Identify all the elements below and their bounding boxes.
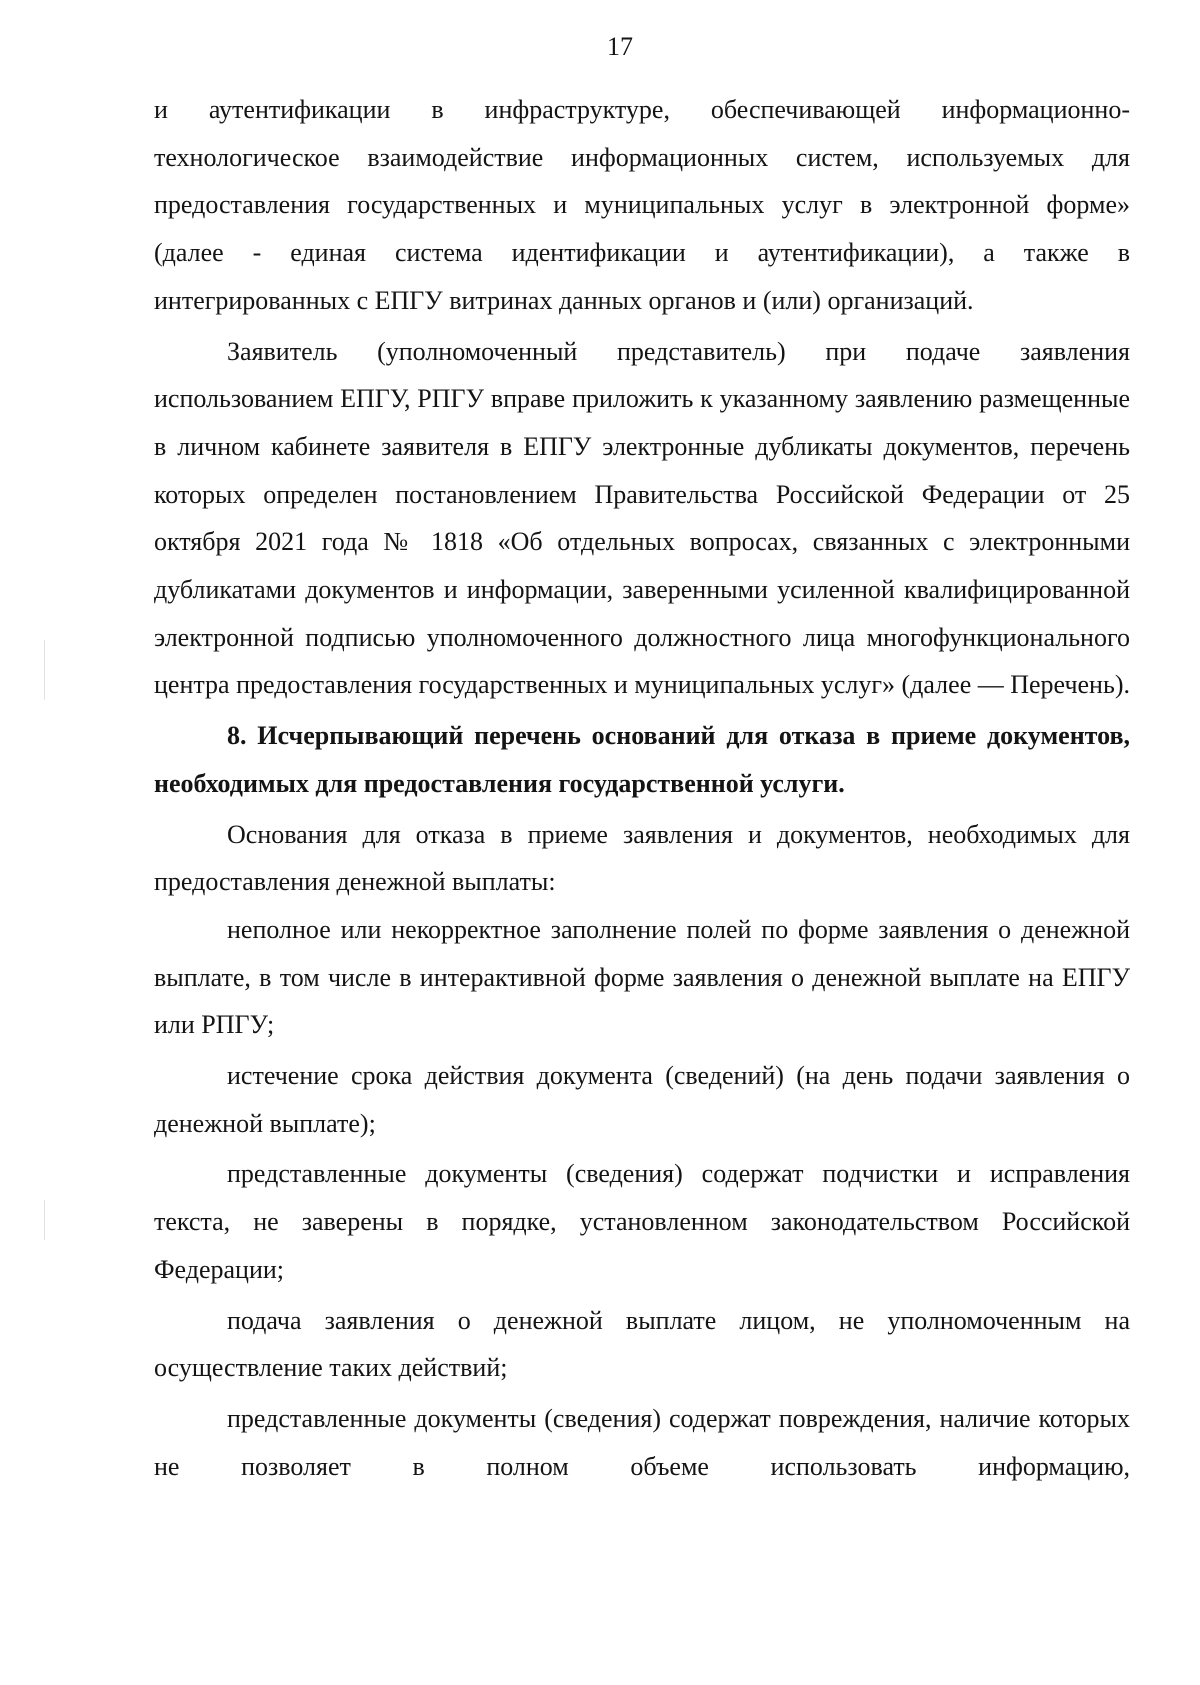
paragraph-continuation: и аутентификации в инфраструктуре, обеспечивающей информационно-технологическое взаимодействие информационных систем, используемых для предоставления государственных и муниципальных услуг в электронной форме» (далее - единая система идентификации и аутентификации), а также в интегрированных с ЕПГУ витринах данных органов и (или) организаций. [154,95,1130,315]
list-item-unauthorized-person: подача заявления о денежной выплате лицом, не уполномоченным на осуществление таких действий; [154,1305,1130,1383]
document-body [154,86,1130,1490]
paragraph-applicant-duplicates: Заявитель (уполномоченный представитель) при подаче заявления использованием ЕПГУ, РПГУ вправе приложить к указанному заявлению размещенные в личном кабинете заявителя в ЕПГУ электронные дубликаты документов, перечень которых определен постановлением Правительства Российской Федерации от 25 октября 2021 года № 1818 «Об отдельных вопросах, связанных с электронными дубликатами документов и информации, заверенными усиленной квалифицированной электронной подписью уполномоченного должностного лица многофункционального центра предоставления государственных и муниципальных услуг» (далее — Перечень). [154,336,1130,700]
scan-artifact [44,1200,45,1240]
list-item-incomplete-form: неполное или некорректное заполнение полей по форме заявления о денежной выплате, в том числе в интерактивной форме заявления о денежной выплате на ЕПГУ или РПГУ; [154,914,1130,1040]
list-item-corrections: представленные документы (сведения) содержат подчистки и исправления текста, не заверены в порядке, установленном законодательством Российской Федерации; [154,1159,1130,1284]
list-item-expired-document: истечение срока действия документа (сведений) (на день подачи заявления о денежной выплате); [154,1061,1130,1138]
paragraph-refusal-grounds-intro: Основания для отказа в приеме заявления и документов, необходимых для предоставления денежной выплаты: [154,819,1130,897]
scan-artifact [44,640,45,700]
page-number: 17 [607,32,633,61]
list-item-damaged-documents: представленные документы (сведения) содержат повреждения, наличие которых не позволяет в полном объеме использовать информацию, [154,1403,1130,1481]
section-heading: 8. Исчерпывающий перечень оснований для отказа в приеме документов, необходимых для предоставления государственной услуги. [154,721,1130,798]
